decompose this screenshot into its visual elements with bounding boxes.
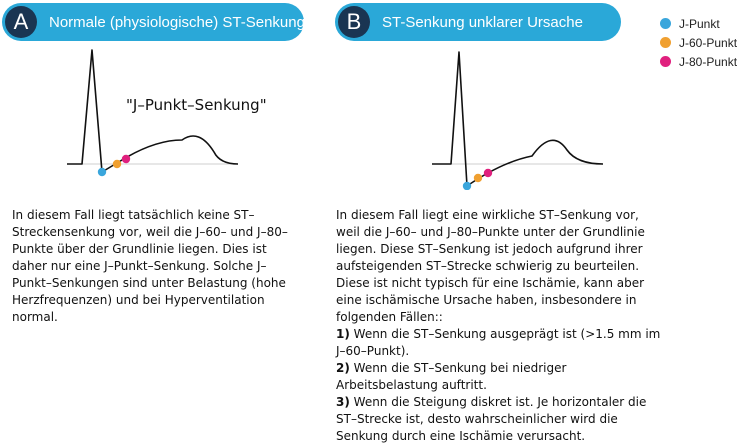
legend-label: J-Punkt — [679, 16, 720, 31]
legend-dot-j60-punkt — [660, 37, 671, 48]
panel-b-letter: B — [338, 6, 370, 38]
j60-punkt-marker — [474, 174, 482, 182]
item-number: 1) — [336, 327, 350, 341]
panel-a-letter: A — [5, 6, 37, 38]
j-punkt-senkung-annotation: "J–Punkt–Senkung" — [126, 96, 267, 114]
item-number: 2) — [336, 361, 350, 375]
panel-b-header — [335, 3, 621, 41]
panel-b-description — [336, 207, 666, 445]
ecg-trace — [432, 52, 603, 186]
panel-b-item-1 — [336, 326, 666, 360]
panel-a-description — [12, 207, 290, 326]
legend-label: J-80-Punkt — [679, 54, 738, 69]
item-number: 3) — [336, 395, 350, 409]
panel-b-item-2 — [336, 360, 666, 394]
legend-item-j60-punkt — [660, 33, 737, 52]
panel-b-item-3 — [336, 394, 666, 445]
ecg-waveform-b — [427, 40, 627, 190]
panel-b-title: ST-Senkung unklarer Ursache — [382, 13, 583, 31]
legend-dot-j-punkt — [660, 18, 671, 29]
legend-dot-j80-punkt — [660, 56, 671, 67]
panel-a-title: Normale (physiologische) ST-Senkung — [49, 13, 305, 31]
item-text: Wenn die ST–Senkung ausgeprägt ist (>1.5 mm im J–60–Punkt). — [336, 327, 661, 358]
j60-punkt-marker — [113, 160, 121, 168]
j80-punkt-marker — [122, 155, 130, 163]
legend — [660, 14, 737, 71]
item-text: Wenn die Steigung diskret ist. Je horizontaler die ST–Strecke ist, desto wahrscheinlicher wird die Senkung durch eine Ischämie verursacht. — [336, 395, 647, 443]
panel-a-header — [2, 3, 304, 41]
legend-item-j80-punkt — [660, 52, 737, 71]
legend-item-j-punkt — [660, 14, 737, 33]
j-punkt-marker — [463, 182, 471, 190]
panel-b-intro: In diesem Fall liegt eine wirkliche ST–Senkung vor, weil die J–60– und J–80–Punkte unter der Grundlinie liegen. Diese ST–Senkung ist jedoch aufgrund ihrer aufsteigenden ST–Strecke schwierig zu beurteilen. Diese ist nicht typisch für eine Ischämie, kann aber eine ischämische Ursache haben, insbesondere in folgenden Fällen:: — [336, 208, 645, 324]
j80-punkt-marker — [484, 169, 492, 177]
j-punkt-marker — [98, 168, 106, 176]
item-text: Wenn die ST–Senkung bei niedriger Arbeitsbelastung auftritt. — [336, 361, 567, 392]
panel-a-text: In diesem Fall liegt tatsächlich keine ST–Streckensenkung vor, weil die J–60– und J–80–Punkte über der Grundlinie liegen. Dies ist daher nur eine J–Punkt–Senkung. Solche J–Punkt–Senkungen sind unter Belastung (hohe Herzfrequenzen) und bei Hyperventilation normal. — [12, 208, 288, 324]
legend-label: J-60-Punkt — [679, 35, 738, 50]
